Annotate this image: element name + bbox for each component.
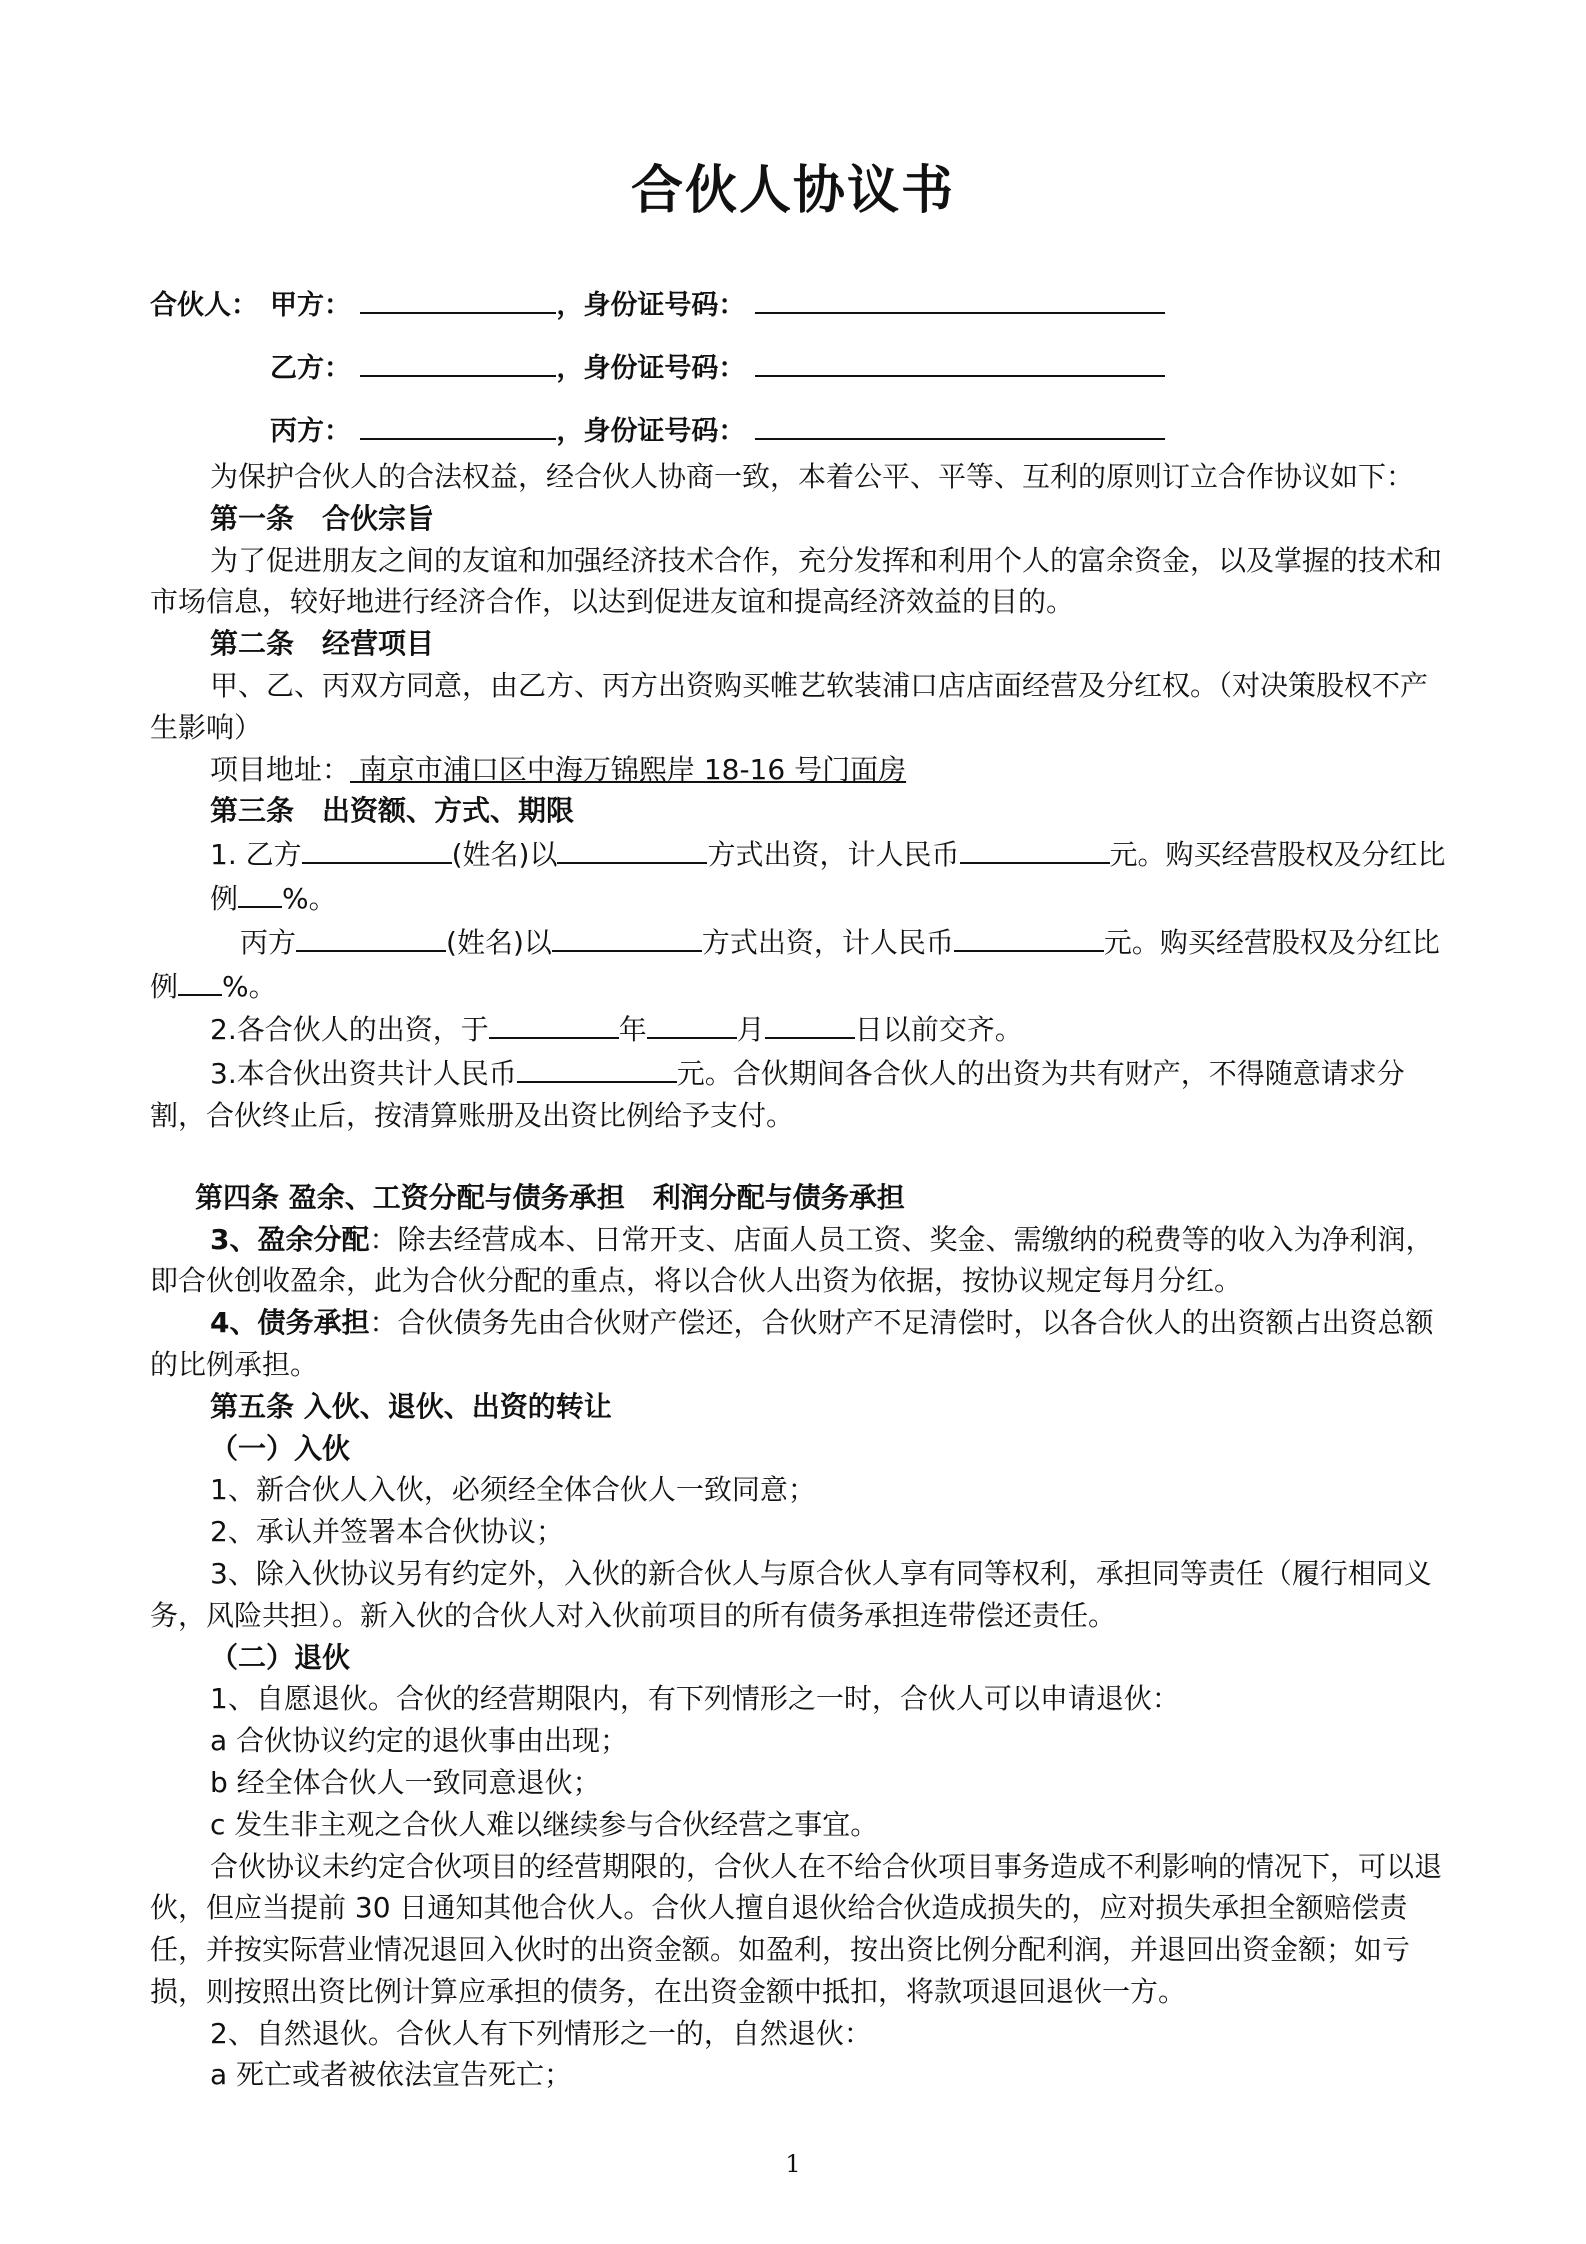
bing-name-field[interactable]: [296, 920, 446, 952]
list-item: 合伙协议未约定合伙项目的经营期限的，合伙人在不给合伙项目事务造成不利影响的情况下，可以退伙，但应当提前 30 日通知其他合伙人。合伙人擅自退伙给合伙造成损失的，应对损失承担全额赔偿责任，并按实际营业情况退回入伙时的出资金额。如盈利，按出资比例分配利润，并退回出资金额；如亏损，则按照出资比例计算应承担的债务，在出资金额中抵扣，将款项退回退伙一方。: [150, 1849, 1443, 2008]
list-item: b 经全体合伙人一致同意退伙；: [210, 1765, 601, 1799]
total-amount-field[interactable]: [517, 1051, 677, 1083]
bing-id-label: ，身份证号码：: [556, 416, 746, 447]
yi-name-blank[interactable]: [360, 345, 556, 377]
article4-profit: 3、盈余分配：除去经营成本、日常开支、店面人员工资、奖金、需缴纳的税费等的收入为净利润，即合伙创收盈余，此为合伙分配的重点，将以合伙人出资为依据，按协议规定每月分红。: [150, 1222, 1434, 1298]
party-line-yi: [150, 345, 1450, 391]
profit-label: 3、盈余分配: [210, 1222, 370, 1256]
section-withdraw-heading: （二）退伙: [210, 1640, 351, 1674]
list-item: 2、承认并签署本合伙协议；: [210, 1515, 564, 1549]
party-bing-label: 丙方：: [270, 416, 351, 447]
yi-id-label: ，身份证号码：: [556, 353, 746, 384]
address-label: 项目地址：: [210, 752, 351, 786]
party-line-jia: [150, 282, 1450, 328]
list-item: 1、新合伙人入伙，必须经全体合伙人一致同意；: [210, 1473, 816, 1507]
party-yi-label: 乙方：: [270, 353, 351, 384]
list-item: c 发生非主观之合伙人难以继续参与合伙经营之事宜。: [210, 1807, 879, 1841]
yi-name-field[interactable]: [302, 832, 452, 864]
project-address: [150, 749, 1446, 791]
section-join-heading: （一）入伙: [210, 1431, 351, 1465]
article5-heading: 第五条 入伙、退伙、出资的转让: [210, 1389, 612, 1423]
list-item: a 死亡或者被依法宣告死亡；: [210, 2058, 573, 2092]
list-item: 1、自愿退伙。合伙的经营期限内，有下列情形之一时，合伙人可以申请退伙：: [210, 1682, 1180, 1716]
article3-item2: 2.各合伙人的出资，于 年 月 日以前交齐。: [150, 1007, 1446, 1051]
address-value: 南京市浦口区中海万锦熙岸 18-16 号门面房: [350, 752, 907, 786]
article1-heading: 第一条 合伙宗旨: [210, 501, 435, 535]
page-number: 1: [785, 2150, 801, 2178]
deadline-year-field[interactable]: [489, 1007, 619, 1039]
article4-debt: 4、债务承担：合伙债务先由合伙财产偿还，合伙财产不足清偿时，以各合伙人的出资额占出资总额的比例承担。: [150, 1306, 1434, 1381]
document-title: 合伙人协议书: [630, 161, 955, 221]
article2-heading: 第二条 经营项目: [210, 627, 435, 661]
party-jia-label: 甲方：: [270, 290, 351, 321]
debt-label: 4、债务承担: [210, 1306, 370, 1340]
document-body: [150, 456, 1446, 2096]
article3-item3: 3.本合伙出资共计人民币 元。合伙期间各合伙人的出资为共有财产，不得随意请求分割，合伙终止后，按清算账册及出资比例给予支付。: [150, 1051, 1446, 1137]
list-item: 3、除入伙协议另有约定外，入伙的新合伙人与原合伙人享有同等权利，承担同等责任（履行相同义务，风险共担）。新入伙的合伙人对入伙前项目的所有债务承担连带偿还责任。: [150, 1556, 1432, 1632]
list-item: 2、自然退伙。合伙人有下列情形之一的，自然退伙：: [210, 2016, 872, 2050]
bing-method-field[interactable]: [552, 920, 702, 952]
yi-amount-field[interactable]: [960, 832, 1110, 864]
bing-id-blank[interactable]: [755, 408, 1165, 440]
preamble: 为保护合伙人的合法权益，经合伙人协商一致，本着公平、平等、互利的原则订立合作协议如下：: [210, 460, 1415, 493]
party-lead-label: 合伙人：: [150, 290, 258, 321]
party-line-bing: [150, 408, 1450, 454]
article3-item1-yi: 1. 乙方 (姓名)以 方式出资，计人民币 元。购买经营股权及分红比例 %。: [150, 832, 1446, 920]
bing-name-blank[interactable]: [360, 408, 556, 440]
article3-item1-bing: 丙方 (姓名)以 方式出资，计人民币 元。购买经营股权及分红比例 %。: [150, 920, 1446, 1008]
bing-amount-field[interactable]: [954, 920, 1104, 952]
yi-method-field[interactable]: [557, 832, 707, 864]
jia-name-blank[interactable]: [360, 282, 556, 314]
article3-heading: 第三条 出资额、方式、期限: [210, 794, 575, 828]
jia-id-blank[interactable]: [755, 282, 1165, 314]
yi-pct-field[interactable]: [238, 876, 282, 908]
article1-text: 为了促进朋友之间的友谊和加强经济技术合作，充分发挥和利用个人的富余资金，以及掌握的技术和市场信息，较好地进行经济合作，以达到促进友谊和提高经济效益的目的。: [150, 543, 1443, 619]
article4-heading: 第四条 盈余、工资分配与债务承担 利润分配与债务承担: [195, 1180, 905, 1214]
list-item: a 合伙协议约定的退伙事由出现；: [210, 1724, 629, 1758]
jia-id-label: ，身份证号码：: [556, 290, 746, 321]
article2-text: 甲、乙、丙双方同意，由乙方、丙方出资购买帷艺软装浦口店店面经营及分红权。（对决策股权不产生影响）: [150, 668, 1429, 744]
deadline-month-field[interactable]: [647, 1007, 737, 1039]
yi-id-blank[interactable]: [755, 345, 1165, 377]
deadline-day-field[interactable]: [765, 1007, 855, 1039]
bing-pct-field[interactable]: [178, 964, 222, 996]
